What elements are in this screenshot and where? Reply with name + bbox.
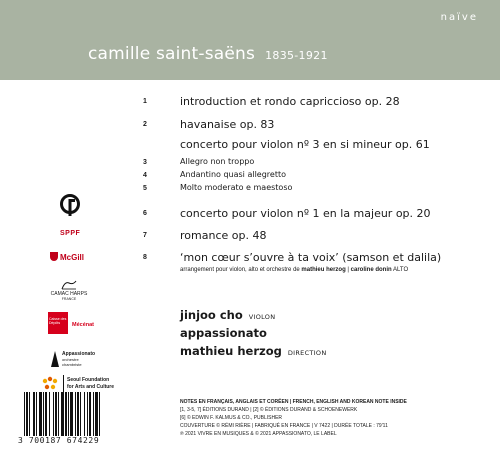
caisse-depots-logo bbox=[48, 312, 100, 338]
track-title: concerto pour violon nº 1 en la majeur op. 20 bbox=[180, 207, 431, 220]
notes-heading: NOTES EN FRANÇAIS, ANGLAIS ET CORÉEN | FRENCH, ENGLISH AND KOREAN NOTE INSIDE bbox=[180, 399, 407, 405]
work-title: concerto pour violon nº 3 en si mineur op. 61 bbox=[180, 138, 430, 151]
performer-name: appassionato bbox=[180, 326, 267, 340]
performer-conductor bbox=[180, 340, 327, 359]
notes-line: [6] © EDWIN F. KALMUS & CO., PUBLISHER bbox=[180, 415, 283, 421]
mcgill-crest-icon bbox=[50, 252, 58, 261]
barcode-number: 3 700187 674229 bbox=[18, 436, 100, 445]
track-number: 4 bbox=[143, 172, 147, 179]
track-title: romance op. 48 bbox=[180, 229, 267, 242]
track-number: 6 bbox=[143, 210, 147, 217]
mecenat-text: Mécénat bbox=[72, 322, 95, 328]
caisse-text: Caisse des Dépôts bbox=[49, 317, 67, 325]
movement-title: Molto moderato e maestoso bbox=[180, 183, 293, 192]
track-number: 8 bbox=[143, 254, 147, 261]
track-title: ‘mon cœur s’ouvre à ta voix’ (samson et dalila) bbox=[180, 251, 442, 264]
credits-notes bbox=[180, 398, 407, 438]
appassionato-subtext: chambriste bbox=[62, 362, 82, 367]
appassionato-text: Appassionato bbox=[62, 351, 96, 357]
seoul-text: for Arts and Culture bbox=[67, 384, 115, 390]
track-title: havanaise op. 83 bbox=[180, 118, 275, 131]
label-logo: naïve bbox=[440, 12, 478, 23]
violist-name: caroline donin bbox=[350, 267, 392, 273]
mcgill-text: McGill bbox=[60, 253, 85, 262]
seoul-divider bbox=[63, 375, 64, 393]
notes-line: ℗ 2021 VIVRE EN MUSIQUES & © 2021 APPASSIONATO, LE LABEL bbox=[180, 431, 337, 437]
performer-name: mathieu herzog bbox=[180, 344, 282, 358]
notes-line: COUVERTURE © RÉMI RIÈRE | FABRIQUÉ EN FRANCE | V 7422 | DURÉE TOTALE : 79'11 bbox=[180, 423, 388, 429]
arrangement-credit bbox=[180, 267, 408, 273]
composer-name: camille saint-saëns bbox=[88, 44, 256, 64]
header-band bbox=[0, 0, 500, 80]
sppf-logo: SPPF bbox=[60, 230, 81, 237]
camac-subtext: FRANCE bbox=[61, 297, 77, 301]
composer-heading bbox=[88, 44, 328, 64]
performer-role: DIRECTION bbox=[287, 349, 327, 357]
composer-dates: 1835-1921 bbox=[265, 49, 328, 62]
movement-title: Allegro non troppo bbox=[180, 157, 255, 166]
track-number: 5 bbox=[143, 185, 147, 192]
arrangement-separator: | bbox=[345, 267, 351, 273]
notes-line: [1, 3-5, 7] ÉDITIONS DURAND | [2] © ÉDITIONS DURAND & SCHOENEWERK bbox=[180, 407, 358, 413]
movement-title: Andantino quasi allegretto bbox=[180, 170, 286, 179]
performer-role: VIOLON bbox=[248, 313, 276, 321]
track-number: 7 bbox=[143, 232, 147, 239]
arrangement-prefix: arrangement pour violon, alto et orchestre de bbox=[180, 267, 302, 273]
camac-text: CAMAC HARPS bbox=[50, 291, 88, 297]
performer-name: jinjoo cho bbox=[180, 308, 243, 322]
appassionato-subtext: orchestre bbox=[62, 357, 79, 362]
appassionato-logo bbox=[50, 350, 110, 374]
arranger-name: mathieu herzog bbox=[301, 267, 346, 273]
track-number: 2 bbox=[143, 121, 147, 128]
mcgill-logo bbox=[50, 252, 84, 262]
performer-soloist bbox=[180, 304, 275, 323]
track-title: introduction et rondo capriccioso op. 28 bbox=[180, 95, 400, 108]
track-number: 1 bbox=[143, 98, 147, 105]
harp-icon bbox=[60, 280, 78, 290]
violist-role: ALTO bbox=[391, 267, 409, 273]
performer-orchestra bbox=[180, 322, 273, 341]
seoul-text: Seoul Foundation bbox=[67, 377, 110, 383]
barcode-icon bbox=[18, 392, 128, 436]
track-number: 3 bbox=[143, 159, 147, 166]
caisse-square bbox=[48, 312, 68, 334]
cp-logo-icon bbox=[60, 194, 80, 216]
camac-logo bbox=[44, 280, 94, 301]
appassionato-mark-icon bbox=[50, 350, 60, 368]
